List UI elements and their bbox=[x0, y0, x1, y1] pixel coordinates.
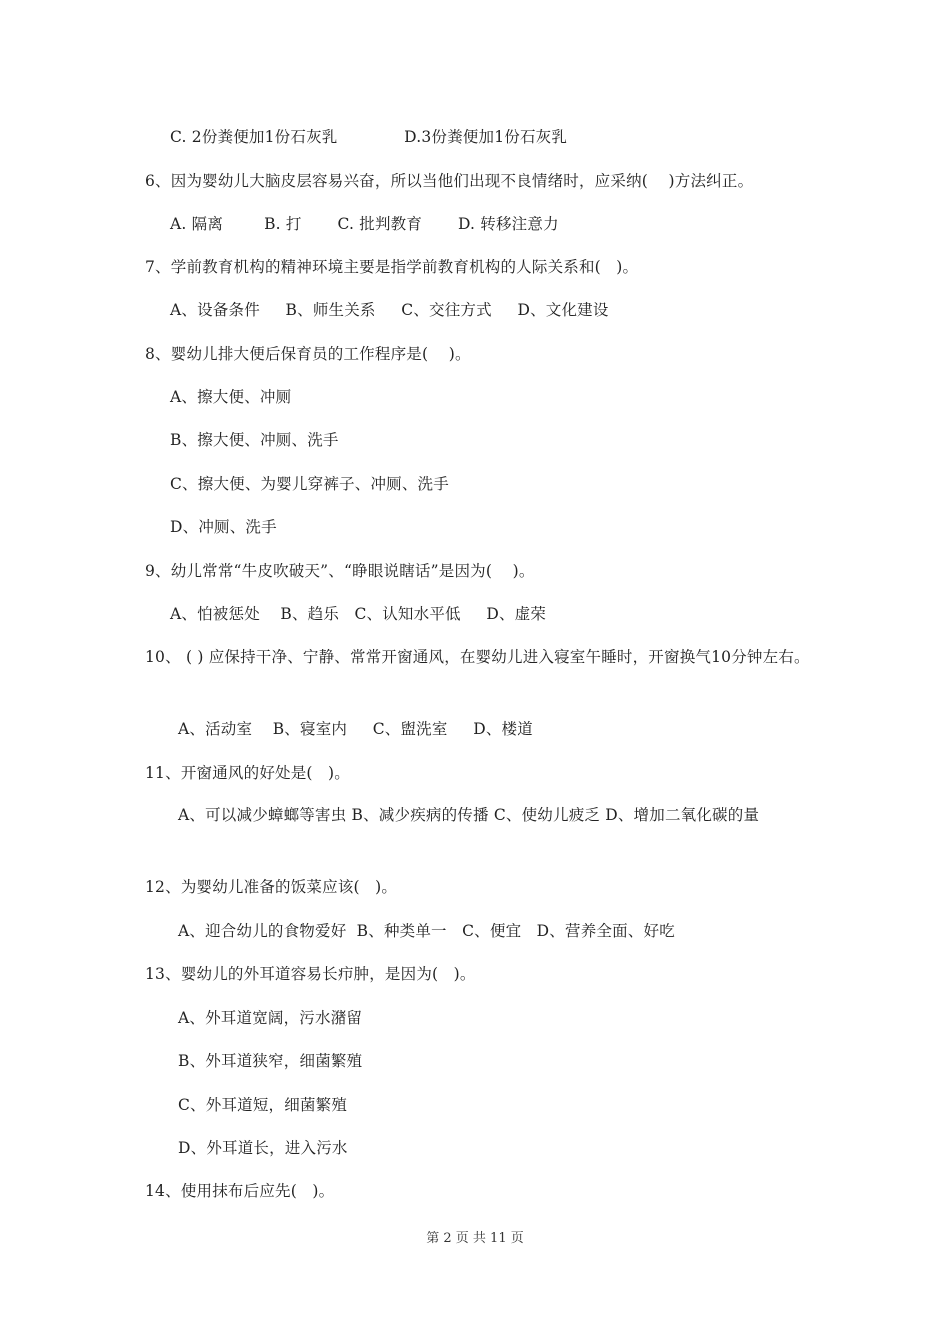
q13-option-c: C、外耳道短，细菌繁殖 bbox=[178, 1096, 348, 1114]
q8-option-a: A、擦大便、冲厕 bbox=[170, 388, 292, 406]
q13-option-a: A、外耳道宽阔，污水潴留 bbox=[178, 1009, 363, 1027]
q12-options: A、迎合幼儿的食物爱好 B、种类单一 C、便宜 D、营养全面、好吃 bbox=[178, 922, 675, 940]
q6-options: A. 隔离 B. 打 C. 批判教育 D. 转移注意力 bbox=[170, 215, 559, 233]
q7-stem: 7、学前教育机构的精神环境主要是指学前教育机构的人际关系和( )。 bbox=[145, 258, 639, 276]
q8-option-c: C、擦大便、为婴儿穿裤子、冲厕、洗手 bbox=[170, 475, 449, 493]
q10-stem: 10、 ( ) 应保持干净、宁静、常常开窗通风，在婴幼儿进入寝室午睡时，开窗换气10分钟左右。 bbox=[145, 648, 810, 666]
q8-option-d: D、冲厕、洗手 bbox=[170, 518, 277, 536]
q8-stem: 8、婴幼儿排大便后保育员的工作程序是( )。 bbox=[145, 345, 471, 363]
q13-stem: 13、婴幼儿的外耳道容易长疖肿，是因为( )。 bbox=[145, 965, 476, 983]
q11-stem: 11、开窗通风的好处是( )。 bbox=[145, 764, 350, 782]
q6-stem: 6、因为婴幼儿大脑皮层容易兴奋，所以当他们出现不良情绪时，应采纳( )方法纠正。 bbox=[145, 172, 754, 190]
q13-option-d: D、外耳道长，进入污水 bbox=[178, 1139, 348, 1157]
q7-options: A、设备条件 B、师生关系 C、交往方式 D、文化建设 bbox=[170, 301, 609, 319]
q5-options-cd: C. 2份粪便加1份石灰乳 D.3份粪便加1份石灰乳 bbox=[170, 128, 568, 146]
q11-options: A、可以减少蟑螂等害虫 B、减少疾病的传播 C、使幼儿疲乏 D、增加二氧化碳的量 bbox=[178, 806, 760, 824]
q8-option-b: B、擦大便、冲厕、洗手 bbox=[170, 431, 339, 449]
q9-options: A、怕被惩处 B、趋乐 C、认知水平低 D、虚荣 bbox=[170, 605, 547, 623]
q12-stem: 12、为婴幼儿准备的饭菜应该( )。 bbox=[145, 878, 398, 896]
q9-stem: 9、幼儿常常“牛皮吹破天”、“睁眼说瞎话”是因为( )。 bbox=[145, 562, 535, 580]
q10-options: A、活动室 B、寝室内 C、盥洗室 D、楼道 bbox=[178, 720, 533, 738]
page-footer: 第 2 页 共 11 页 bbox=[426, 1231, 524, 1246]
q13-option-b: B、外耳道狭窄，细菌繁殖 bbox=[178, 1052, 363, 1070]
q14-stem: 14、使用抹布后应先( )。 bbox=[145, 1182, 335, 1200]
